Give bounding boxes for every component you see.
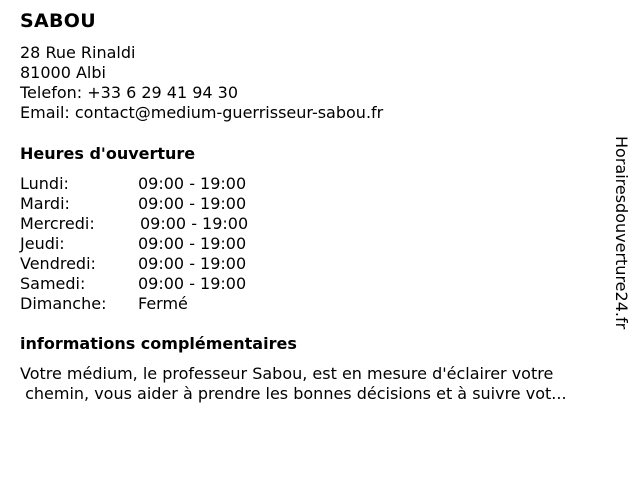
day-hours: 09:00 - 19:00	[138, 194, 247, 213]
hours-row-tuesday	[20, 194, 280, 214]
description-line: chemin, vous aider à prendre les bonnes décisions et à suivre vot...	[20, 384, 567, 403]
hours-row-monday	[20, 174, 280, 194]
day-label: Jeudi:	[20, 234, 65, 253]
day-label: Dimanche:	[20, 294, 107, 313]
day-hours: 09:00 - 19:00	[138, 174, 247, 193]
description-line: Votre médium, le professeur Sabou, est en mesure d'éclairer votre	[20, 364, 554, 383]
address-street: 28 Rue Rinaldi	[20, 43, 136, 62]
day-label: Lundi:	[20, 174, 69, 193]
opening-hours-table	[20, 174, 280, 314]
day-label: Samedi:	[20, 274, 86, 293]
day-label: Mercredi:	[20, 214, 95, 233]
hours-row-friday	[20, 254, 280, 274]
opening-hours-heading: Heures d'ouverture	[20, 144, 196, 163]
additional-info-heading: informations complémentaires	[20, 334, 297, 353]
hours-row-wednesday	[20, 214, 280, 234]
hours-row-saturday	[20, 274, 280, 294]
address-city: 81000 Albi	[20, 63, 106, 82]
day-hours: Fermé	[138, 294, 188, 313]
hours-row-thursday	[20, 234, 280, 254]
day-hours: 09:00 - 19:00	[138, 234, 247, 253]
email-address: Email: contact@medium-guerrisseur-sabou.fr	[20, 103, 384, 122]
business-name: SABOU	[20, 10, 96, 32]
day-hours: 09:00 - 19:00	[138, 274, 247, 293]
additional-info-text	[20, 364, 620, 404]
phone-number: Telefon: +33 6 29 41 94 30	[20, 83, 239, 102]
day-label: Mardi:	[20, 194, 70, 213]
site-watermark: Horairesdouverture24.fr	[612, 136, 631, 330]
contact-block	[20, 43, 383, 123]
day-label: Vendredi:	[20, 254, 96, 273]
hours-row-sunday	[20, 294, 280, 314]
day-hours: 09:00 - 19:00	[138, 254, 247, 273]
day-hours: 09:00 - 19:00	[140, 214, 249, 233]
